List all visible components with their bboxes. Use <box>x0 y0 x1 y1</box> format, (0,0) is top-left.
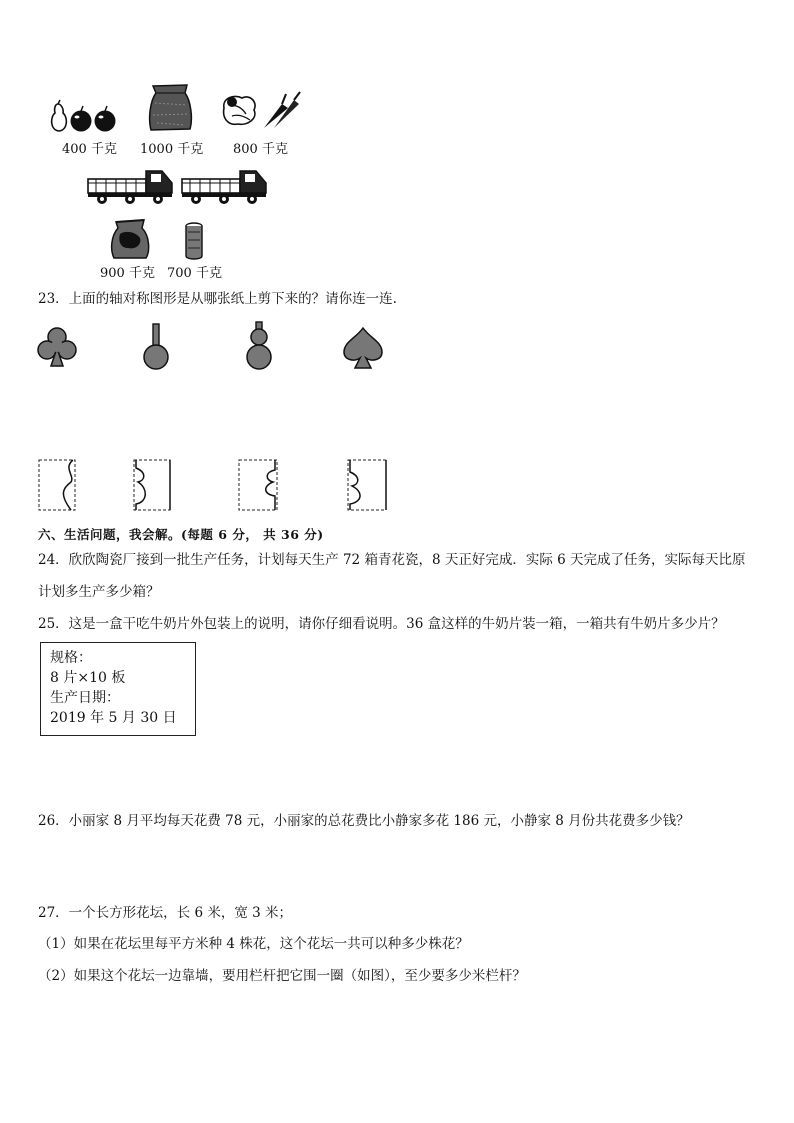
question-24-line-1: 24．欣欣陶瓷厂接到一批生产任务，计划每天生产 72 箱青花瓷，8 天正好完成．实际 6 天完成了任务，实际每天比原 <box>38 552 746 568</box>
weight-label-fruit: 400 千克 <box>62 142 117 157</box>
question-24-line-2: 计划多生产多少箱？ <box>38 584 160 600</box>
weight-label-sack: 1000 千克 <box>140 142 204 157</box>
can-icon <box>184 222 204 260</box>
fruit-icon <box>46 100 120 134</box>
sack-icon <box>147 83 195 132</box>
question-27-part-1: （1）如果在花坛里每平方米种 4 株花，这个花坛一共可以种多少株花？ <box>38 936 469 952</box>
section-6-heading: 六、生活问题，我会解。(每题 6 分， 共 36 分) <box>38 527 324 542</box>
paper-piece-4-icon <box>346 458 388 512</box>
question-27-title: 27．一个长方形花坛，长 6 米，宽 3 米； <box>38 905 293 921</box>
paper-piece-1-icon <box>37 458 77 512</box>
production-date-label: 生产日期： <box>50 690 120 706</box>
paper-piece-2-icon <box>132 458 172 512</box>
production-date-value: 2019 年 5 月 30 日 <box>50 710 177 726</box>
question-25: 25．这是一盒干吃牛奶片外包装上的说明，请你仔细看说明。36 盒这样的牛奶片装一箱，一箱共有牛奶片多少片？ <box>38 616 725 632</box>
spec-value: 8 片×10 板 <box>50 670 126 686</box>
gourd-shape-icon <box>244 322 274 370</box>
bag-icon <box>108 218 152 260</box>
ball-on-stick-shape-icon <box>142 324 170 370</box>
paper-piece-3-icon <box>237 458 279 512</box>
spec-label: 规格： <box>50 650 92 666</box>
club-shape-icon <box>37 326 77 368</box>
weight-label-can: 700 千克 <box>167 266 222 281</box>
spec-box <box>40 642 196 736</box>
question-27-part-2: （2）如果这个花坛一边靠墙，要用栏杆把它围一圈（如图），至少要多少米栏杆？ <box>38 968 526 984</box>
question-26: 26．小丽家 8 月平均每天花费 78 元，小丽家的总花费比小静家多花 186 元，小静家 8 月份共花费多少钱？ <box>38 813 690 829</box>
spade-shape-icon <box>342 326 384 370</box>
vegetables-icon <box>220 92 302 132</box>
truck-icon <box>180 165 268 205</box>
truck-icon <box>86 165 174 205</box>
weight-label-vegetables: 800 千克 <box>233 142 288 157</box>
question-23: 23．上面的轴对称图形是从哪张纸上剪下来的？请你连一连. <box>38 291 397 307</box>
weight-label-bag: 900 千克 <box>100 266 155 281</box>
